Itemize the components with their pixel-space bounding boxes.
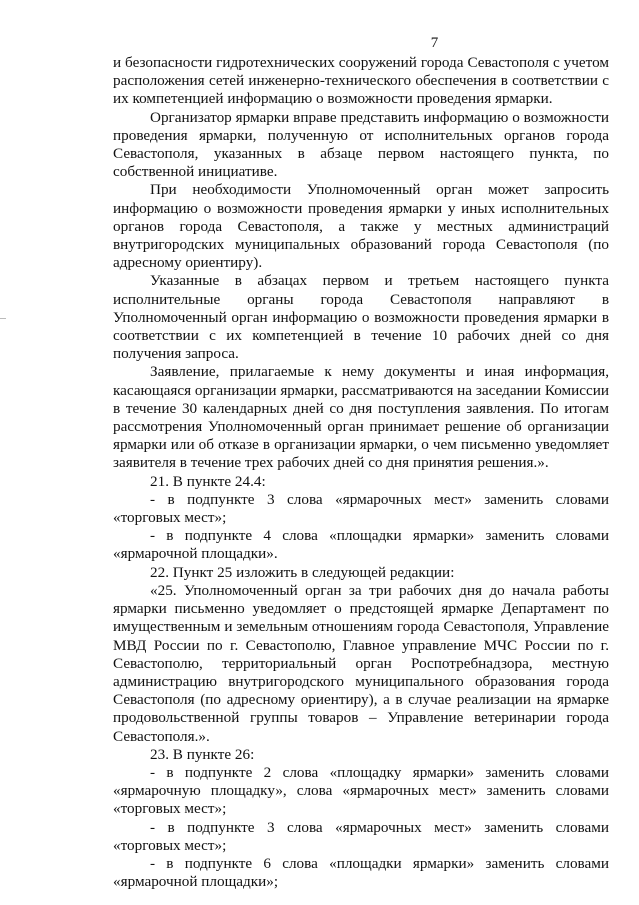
paragraph-item-23-sub2: - в подпункте 2 слова «площадку ярмарки» заменить словами «ярмарочную площадку», слова «ярмарочных мест» заменить словами «торговых мест»; [113, 763, 609, 818]
paragraph-item-23-sub3: - в подпункте 3 слова «ярмарочных мест» заменить словами «торговых мест»; [113, 818, 609, 854]
paragraph-request-info: При необходимости Уполномоченный орган может запросить информацию о возможности проведения ярмарки у иных исполнительных органов города Севастополя, а также у местных администраций внутригородских муниципальных образований города Севастополя (по адресному ориентиру). [113, 181, 609, 272]
paragraph-item-23-heading: 23. В пункте 26: [150, 745, 255, 763]
paragraph-item-23-sub6: - в подпункте 6 слова «площадки ярмарки» заменить словами «ярмарочной площадки»; [113, 854, 609, 891]
paragraph-item-22-heading: 22. Пункт 25 изложить в следующей редакции: [150, 563, 455, 581]
paragraph-application-review: Заявление, прилагаемые к нему документы и иная информация, касающаяся организации ярмарки, рассматриваются на заседании Комиссии в течение 30 календарных дней со дня поступления заявления. По итогам рассмотрения Уполномоченный орган принимает решение об организации ярмарки или об отказе в организации ярмарки, о чем письменно уведомляет заявителя в течение трех рабочих дней со дня принятия решения.». [113, 363, 609, 472]
paragraph-item-25-text: «25. Уполномоченный орган за три рабочих дня до начала работы ярмарки письменно уведомляет о предстоящей ярмарке Департамент по имущественным и земельным отношениям города Севастополя, Управление МВД России по г. Севастополю, Главное управление МЧС России по г. Севастополю, территориальный орган Роспотребнадзора, местную администрацию внутригородского муниципального образования города Севастополя (по адресному ориентиру), а в случае реализации на ярмарке продовольственной группы товаров – Управление ветеринарии города Севастополя.». [113, 581, 609, 745]
paragraph-item-21-sub4: - в подпункте 4 слова «площадки ярмарки» заменить словами «ярмарочной площадки». [113, 527, 609, 563]
page-number: 7 [430, 35, 439, 51]
paragraph-item-21-sub3: - в подпункте 3 слова «ярмарочных мест» заменить словами «торговых мест»; [113, 490, 609, 527]
paragraph-organizer-info: Организатор ярмарки вправе представить информацию о возможности проведения ярмарки, полученную от исполнительных органов города Севастополя, указанных в абзаце первом настоящего пункта, по собственной инициативе. [113, 108, 609, 181]
paragraph-continuation: и безопасности гидротехнических сооружений города Севастополя с учетом расположения сетей инженерно-технического обеспечения в соответствии с их компетенцией информацию о возможности проведения ярмарки. [113, 54, 609, 108]
paragraph-item-21-heading: 21. В пункте 24.4: [150, 472, 266, 490]
scan-artifact-mark [0, 318, 6, 319]
paragraph-response-deadline: Указанные в абзацах первом и третьем настоящего пункта исполнительные органы города Севастополя направляют в Уполномоченный орган информацию о возможности проведения ярмарки в соответствии с их компетенцией в течение 10 рабочих дней со дня получения запроса. [113, 272, 609, 363]
